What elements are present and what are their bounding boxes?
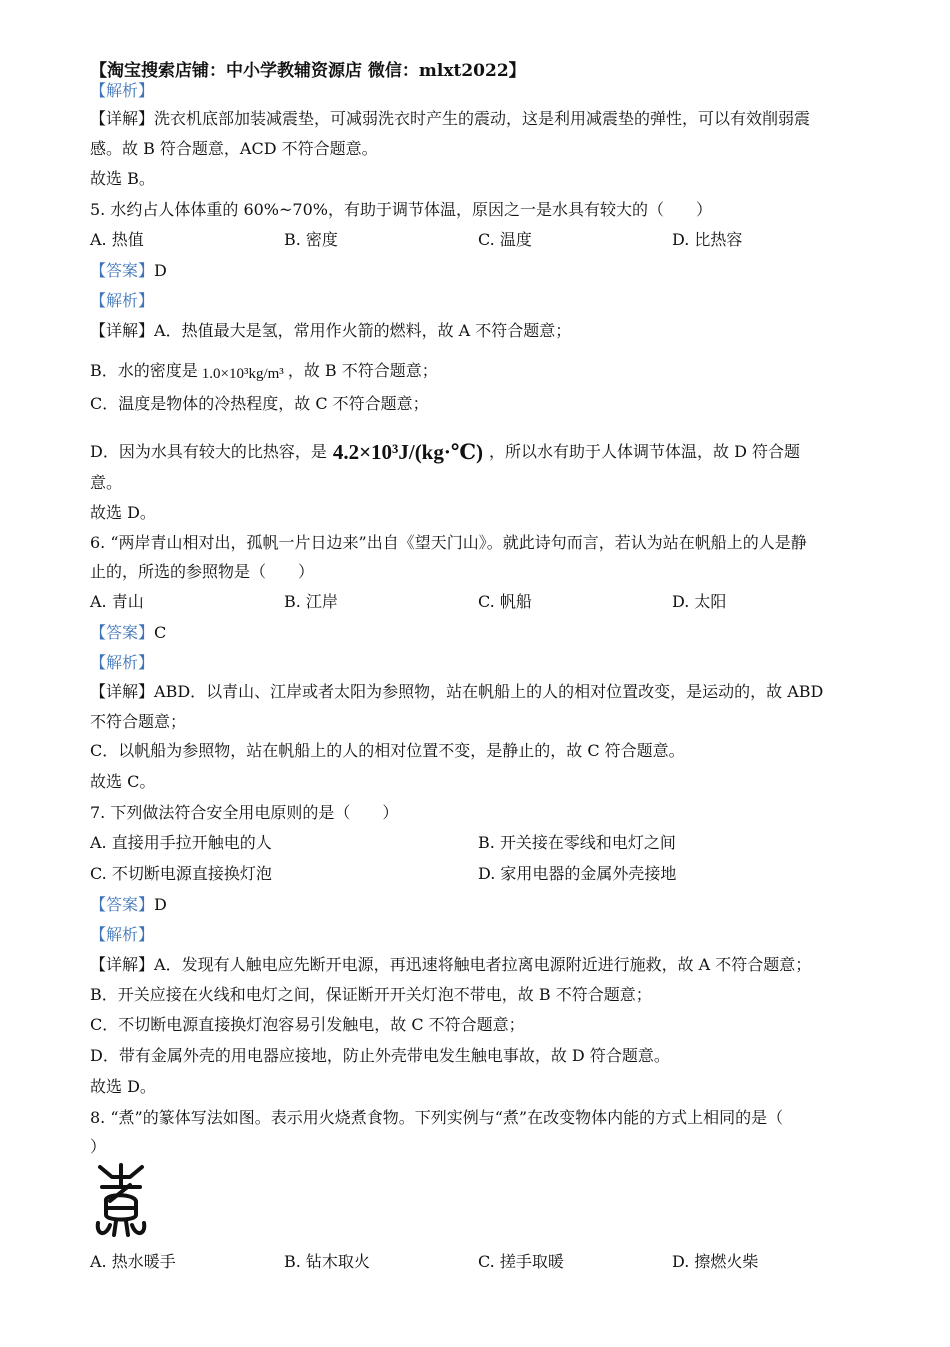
q7-answer: 【答案】D bbox=[90, 895, 167, 914]
q6-option-c: C. 帆船 bbox=[478, 592, 532, 611]
q4-analysis-tag: 【解析】 bbox=[90, 81, 155, 100]
q6-stem-line-1: 6. “两岸青山相对出，孤帆一片日边来”出自《望天门山》。就此诗句而言，若认为站在帆船上的人是静 bbox=[90, 533, 807, 552]
q4-detail-line-1: 【详解】洗衣机底部加装减震垫，可减弱洗衣时产生的震动，这是利用减震垫的弹性，可以有效削弱震 bbox=[90, 109, 811, 128]
detail-tag: 【详解】 bbox=[90, 109, 155, 128]
q6-answer: 【答案】C bbox=[90, 623, 167, 642]
q8-option-b: B. 钻木取火 bbox=[284, 1252, 370, 1271]
q7-stem: 7. 下列做法符合安全用电原则的是（ ） bbox=[90, 803, 399, 822]
q7-detail-d: D．带有金属外壳的用电器应接地，防止外壳带电发生触电事故，故 D 符合题意。 bbox=[90, 1046, 670, 1065]
q8-stem-line-2: ） bbox=[90, 1137, 107, 1156]
q8-option-d: D. 擦燃火柴 bbox=[672, 1252, 759, 1271]
q6-stem-line-2: 止的，所选的参照物是（ ） bbox=[90, 562, 315, 581]
q6-option-a: A. 青山 bbox=[90, 592, 144, 611]
q5-detail-d-cont: 意。 bbox=[90, 473, 123, 492]
q7-option-a: A. 直接用手拉开触电的人 bbox=[90, 833, 272, 852]
q7-analysis-tag: 【解析】 bbox=[90, 925, 155, 944]
q5-detail-c: C．温度是物体的冷热程度，故 C 不符合题意； bbox=[90, 394, 429, 413]
q8-option-c: C. 搓手取暖 bbox=[478, 1252, 564, 1271]
q7-detail-b: B．开关应接在火线和电灯之间，保证断开开关灯泡不带电，故 B 不符合题意； bbox=[90, 985, 652, 1004]
q6-option-b: B. 江岸 bbox=[284, 592, 338, 611]
watermark-header: 【淘宝搜索店铺：中小学教辅资源店 微信：mlxt2022】 bbox=[90, 61, 526, 81]
q7-conclusion: 故选 D。 bbox=[90, 1077, 156, 1096]
q5-option-b: B. 密度 bbox=[284, 230, 338, 249]
q5-conclusion: 故选 D。 bbox=[90, 503, 156, 522]
q5-detail-d: D．因为水具有较大的比热容，是 4.2×10³J/(kg·℃) ，所以水有助于人体调节体温，故 D 符合题 bbox=[90, 440, 801, 464]
density-formula: 1.0×10³kg/m³ bbox=[201, 366, 284, 382]
q7-option-d: D. 家用电器的金属外壳接地 bbox=[478, 864, 677, 883]
q7-option-b: B. 开关接在零线和电灯之间 bbox=[478, 833, 676, 852]
q7-detail-a: 【详解】A．发现有人触电应先断开电源，再迅速将触电者拉离电源附近进行施救，故 A 不符合题意； bbox=[90, 955, 812, 974]
q5-option-c: C. 温度 bbox=[478, 230, 532, 249]
q6-conclusion: 故选 C。 bbox=[90, 772, 156, 791]
q8-option-a: A. 热水暖手 bbox=[90, 1252, 176, 1271]
q7-option-c: C. 不切断电源直接换灯泡 bbox=[90, 864, 272, 883]
q6-detail-line-2: 不符合题意； bbox=[90, 712, 187, 731]
q5-option-a: A. 热值 bbox=[90, 230, 144, 249]
q6-detail-line-1: 【详解】ABD．以青山、江岸或者太阳为参照物，站在帆船上的人的相对位置改变，是运动的，故 ABD bbox=[90, 682, 824, 701]
q7-detail-c: C．不切断电源直接换灯泡容易引发触电，故 C 不符合题意； bbox=[90, 1015, 525, 1034]
q5-detail-a: 【详解】A．热值最大是氢，常用作火箭的燃料，故 A 不符合题意； bbox=[90, 321, 572, 340]
q6-option-d: D. 太阳 bbox=[672, 592, 727, 611]
specific-heat-formula: 4.2×10³J/(kg·℃) bbox=[332, 440, 484, 464]
q5-answer: 【答案】D bbox=[90, 261, 167, 280]
q5-stem: 5. 水约占人体体重的 60%~70%，有助于调节体温，原因之一是水具有较大的（ ） bbox=[90, 200, 712, 219]
q8-stem-line-1: 8. “煮”的篆体写法如图。表示用火烧煮食物。下列实例与“煮”在改变物体内能的方式上相同的是（ bbox=[90, 1108, 784, 1127]
seal-script-zhu-image bbox=[92, 1163, 150, 1239]
q6-analysis-tag: 【解析】 bbox=[90, 653, 155, 672]
q4-conclusion: 故选 B。 bbox=[90, 169, 155, 188]
q5-detail-b: B．水的密度是 1.0×10³kg/m³ ，故 B 不符合题意； bbox=[90, 360, 438, 385]
q5-analysis-tag: 【解析】 bbox=[90, 291, 155, 310]
q5-option-d: D. 比热容 bbox=[672, 230, 743, 249]
q4-detail-line-2: 感。故 B 符合题意，ACD 不符合题意。 bbox=[90, 139, 378, 158]
q6-detail-line-3: C．以帆船为参照物，站在帆船上的人的相对位置不变，是静止的，故 C 符合题意。 bbox=[90, 741, 685, 760]
